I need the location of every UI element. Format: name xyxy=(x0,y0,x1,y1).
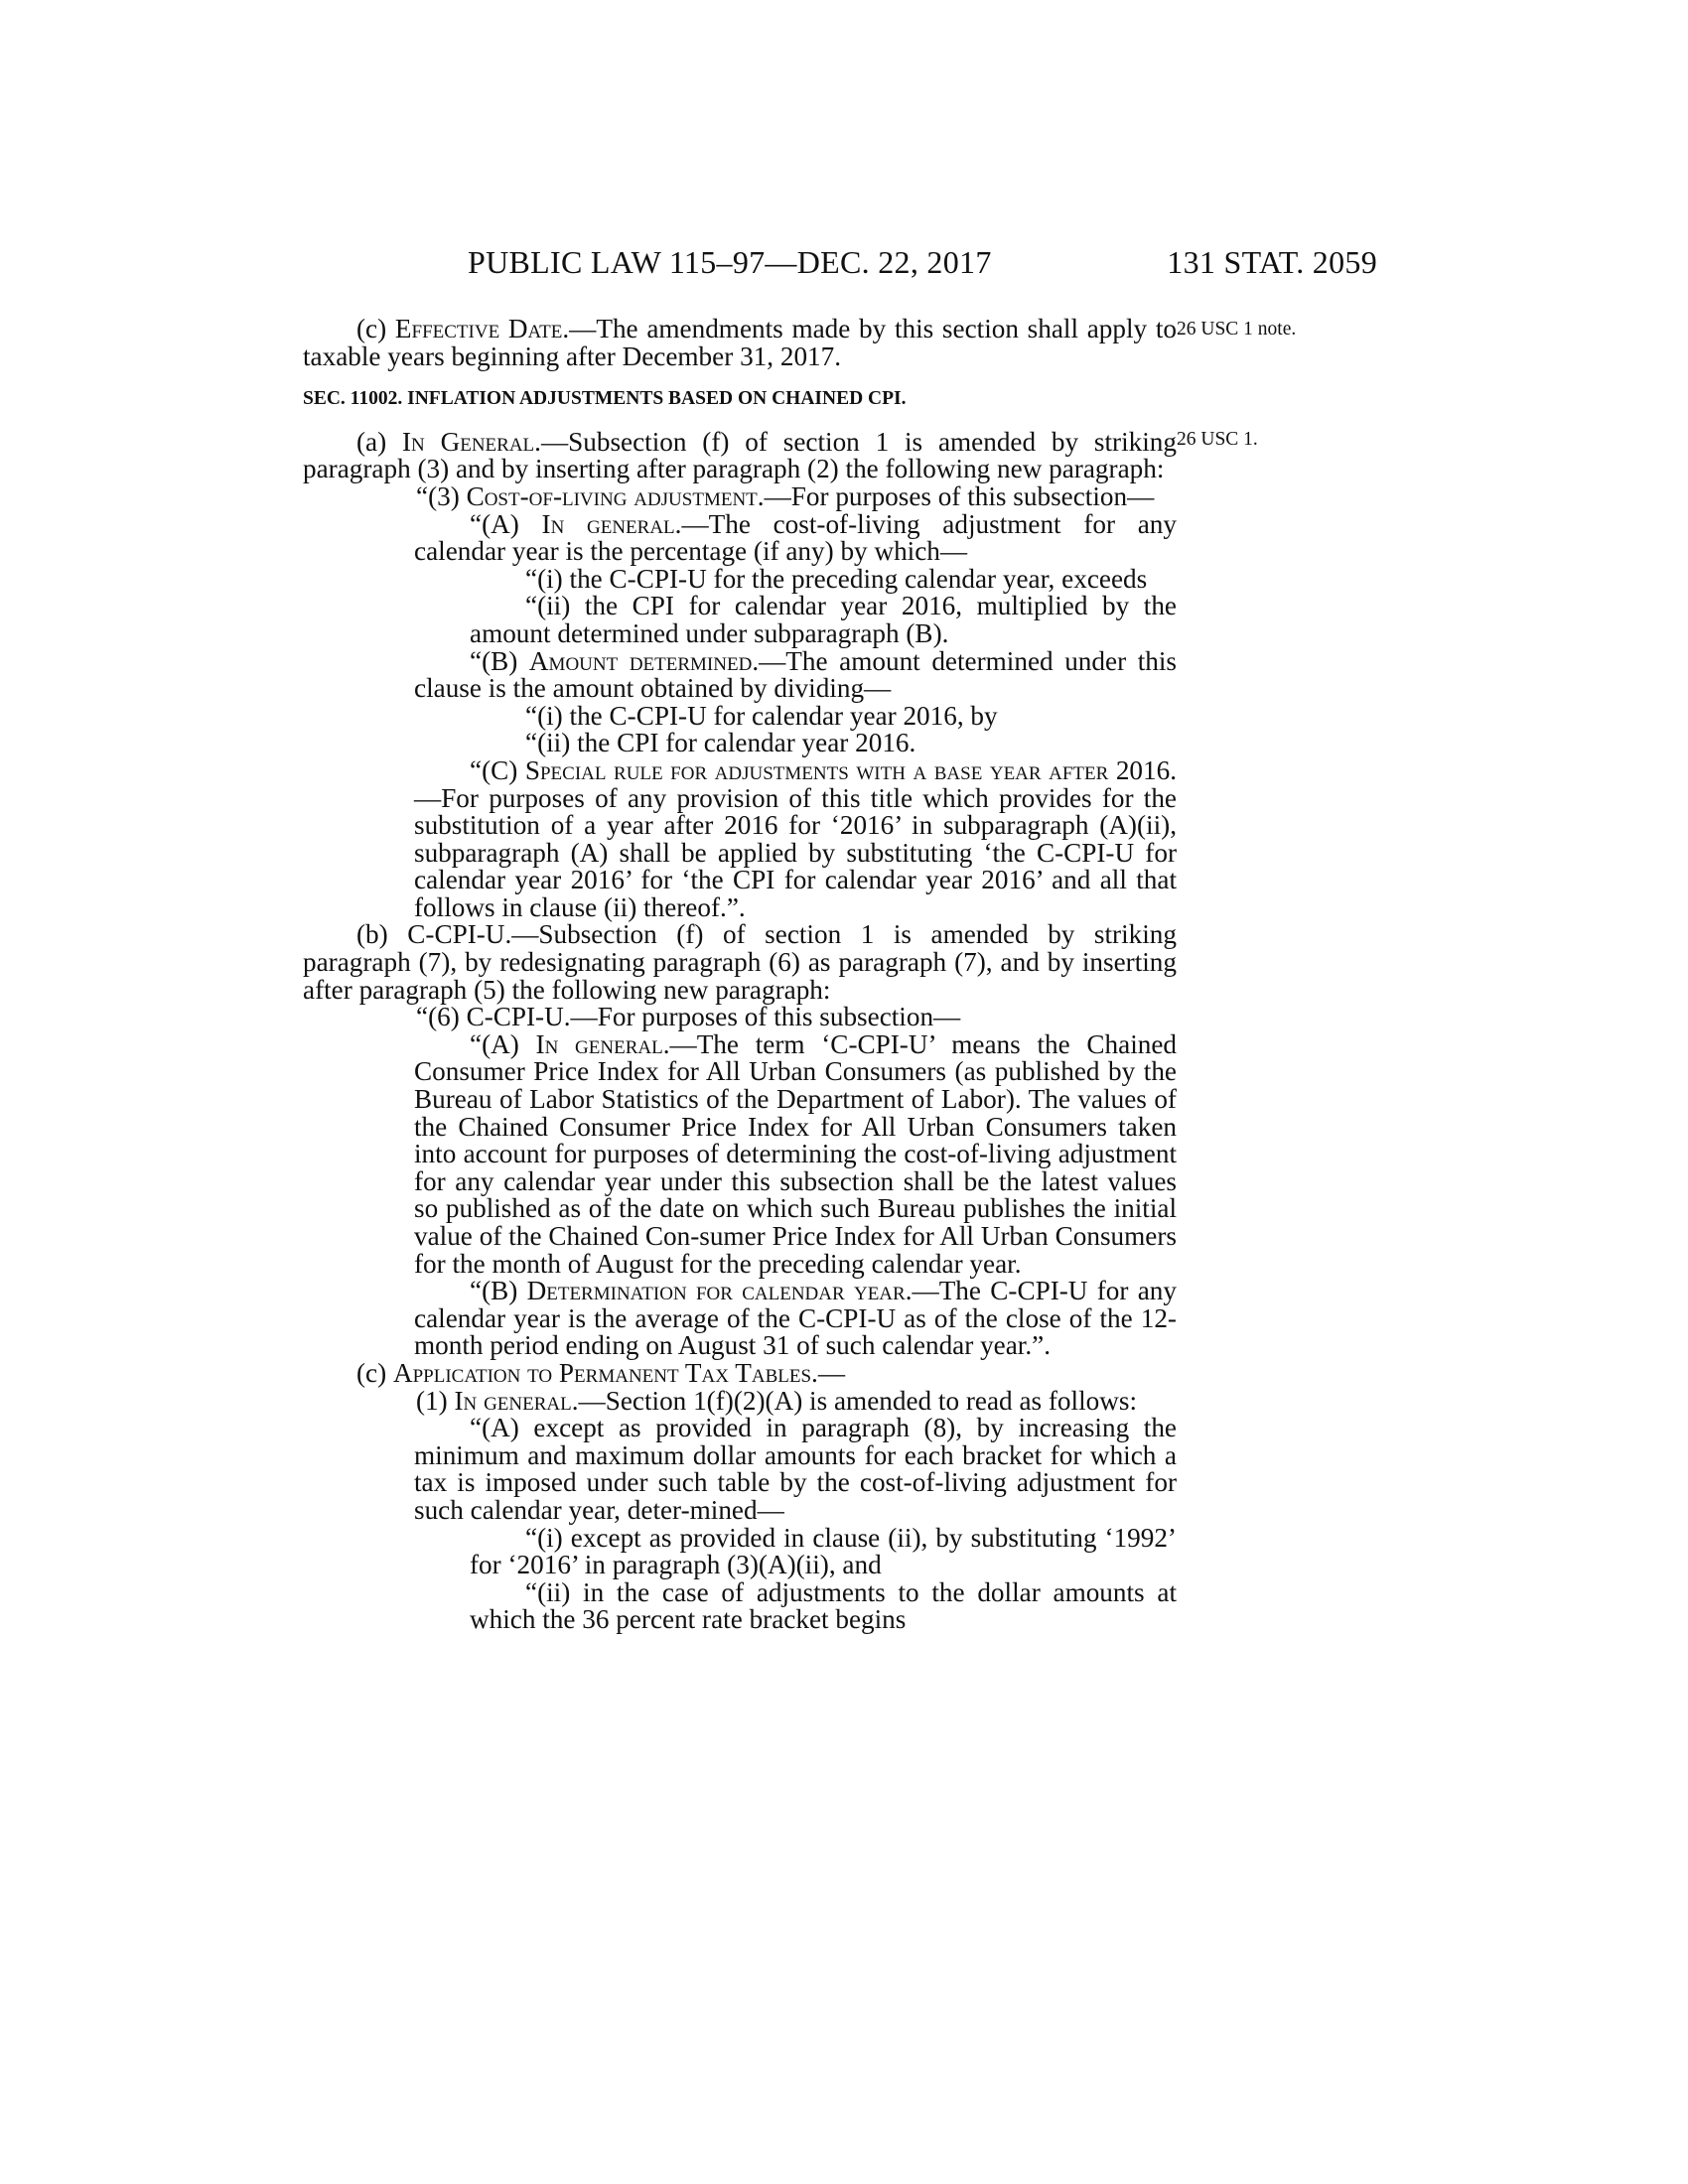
text: .—The amount determined under this clause is the amount obtained by dividing— xyxy=(414,645,1178,704)
heading: Cost-of-living adjustment xyxy=(466,480,758,511)
clause-3b-ii: “(ii) the CPI for calendar year 2016. xyxy=(525,728,916,758)
subsection-c-application xyxy=(303,1357,1177,1388)
margin-note-usc-1: 26 USC 1. xyxy=(1177,429,1258,450)
text: .—Subsection (f) of section 1 is amended by striking paragraph (7), by redesignating paragraph (6) as paragraph (7), and by inserting after paragraph (5) the following new paragraph: xyxy=(303,919,1177,1005)
text: .—The C-CPI-U for any calendar year is the average of the C-CPI-U as of the close of the 12-month period ending on August 31 of such calendar year.”. xyxy=(414,1276,1177,1361)
text: .—Subsection (f) of section 1 is amended by striking paragraph (3) and by inserting after paragraph (2) the following new paragraph: xyxy=(303,426,1177,484)
heading: In General xyxy=(402,426,535,457)
heading: Application to Permanent Tax Tables xyxy=(392,1357,812,1388)
paragraph-6: “(6) C-CPI-U.—For purposes of this subsection— xyxy=(416,1002,961,1032)
heading: Determination for calendar year xyxy=(526,1276,906,1306)
clause-c1a-ii: “(ii) in the case of adjustments to the dollar amounts at which the 36 percent rate bracket begins xyxy=(470,1576,1177,1635)
paragraph-3-cost-of-living xyxy=(303,480,1177,511)
label: (c) xyxy=(356,314,395,343)
label: “(A) xyxy=(470,1028,536,1059)
label: (a) xyxy=(356,426,402,457)
statute-page-reference: 131 STAT. 2059 xyxy=(1167,244,1377,280)
subparagraph-6b xyxy=(303,1278,1177,1360)
label: “(3) xyxy=(416,480,467,511)
label: (b) xyxy=(356,919,408,950)
label: “(B) xyxy=(470,1276,527,1306)
heading: Amount determined xyxy=(528,645,753,676)
heading: In general xyxy=(541,508,675,539)
clause-3a-i: “(i) the C-CPI-U for the preceding calendar year, exceeds xyxy=(525,563,1148,594)
subparagraph-3a xyxy=(303,508,1177,567)
text: .—Section 1(f)(2)(A) is amended to read as follows: xyxy=(571,1385,1137,1416)
subparagraph-c1a: “(A) except as provided in paragraph (8), by increasing the minimum and maximum dollar amounts for each bracket for which a tax is imposed under such table by the cost-of-living adjustment for such calendar year, deter-mined— xyxy=(414,1413,1177,1525)
paragraph-c1-in-general xyxy=(303,1385,1177,1416)
heading: In general xyxy=(535,1028,663,1059)
document-body xyxy=(303,316,1177,1634)
heading: Effective Date xyxy=(394,314,563,343)
label: “(C) xyxy=(470,754,525,785)
heading: Special rule for adjustments with a base year after 2016 xyxy=(524,754,1171,785)
subsection-a-in-general xyxy=(303,426,1177,484)
subsection-b-c-cpi-u xyxy=(303,921,1177,1004)
text: .—For purposes of any provision of this title which provides for the substitution of a year after 2016 for ‘2016’ in subparagraph (A)(ii), subparagraph (A) shall be applied by substituting ‘the C-CPI-U for calendar year 2016’ for ‘the CPI for calendar year 2016’ and all that follows in clause (ii) thereof.”. xyxy=(414,754,1177,922)
subparagraph-3c xyxy=(303,754,1177,922)
clause-c1a-i: “(i) except as provided in clause (ii), by substituting ‘1992’ for ‘2016’ in paragraph (3)(A)(ii), and xyxy=(470,1522,1177,1580)
label: “(B) xyxy=(470,645,529,676)
text: .— xyxy=(811,1357,846,1388)
clause-3a-ii: “(ii) the CPI for calendar year 2016, multiplied by the amount determined under subparagraph (B). xyxy=(470,591,1177,648)
text: .—For purposes of this subsection— xyxy=(757,480,1155,511)
heading: C-CPI-U xyxy=(407,919,505,950)
subparagraph-3b xyxy=(303,645,1178,704)
text: .—The cost-of-living adjustment for any calendar year is the percentage (if any) by which— xyxy=(414,508,1177,567)
subsection-c-effective-date xyxy=(303,316,1177,370)
running-header xyxy=(303,244,1377,288)
label: (1) xyxy=(416,1385,455,1416)
law-title: PUBLIC LAW 115–97—DEC. 22, 2017 xyxy=(468,244,992,280)
label: “(A) xyxy=(470,508,542,539)
subparagraph-6a xyxy=(303,1028,1177,1279)
margin-note-usc-1-note: 26 USC 1 note. xyxy=(1177,319,1297,340)
label: (c) xyxy=(356,1357,393,1388)
section-heading: SEC. 11002. INFLATION ADJUSTMENTS BASED ON CHAINED CPI. xyxy=(303,388,907,410)
text: .—The amendments made by this section shall apply to taxable years beginning after December 31, 2017. xyxy=(303,314,1177,371)
text: .—The term ‘C-CPI-U’ means the Chained Consumer Price Index for All Urban Consumers (as published by the Bureau of Labor Statistics of the Department of Labor). The values of the Chained Consumer Price Index for All Urban Consumers taken into account for purposes of determining the cost-of-living adjustment for any calendar year under this subsection shall be the latest values so published as of the date on which such Bureau publishes the initial value of the Chained Con-sumer Price Index for All Urban Consumers for the month of August for the preceding calendar year. xyxy=(414,1028,1177,1279)
heading: In general xyxy=(454,1385,572,1416)
clause-3b-i: “(i) the C-CPI-U for calendar year 2016, by xyxy=(525,700,998,731)
